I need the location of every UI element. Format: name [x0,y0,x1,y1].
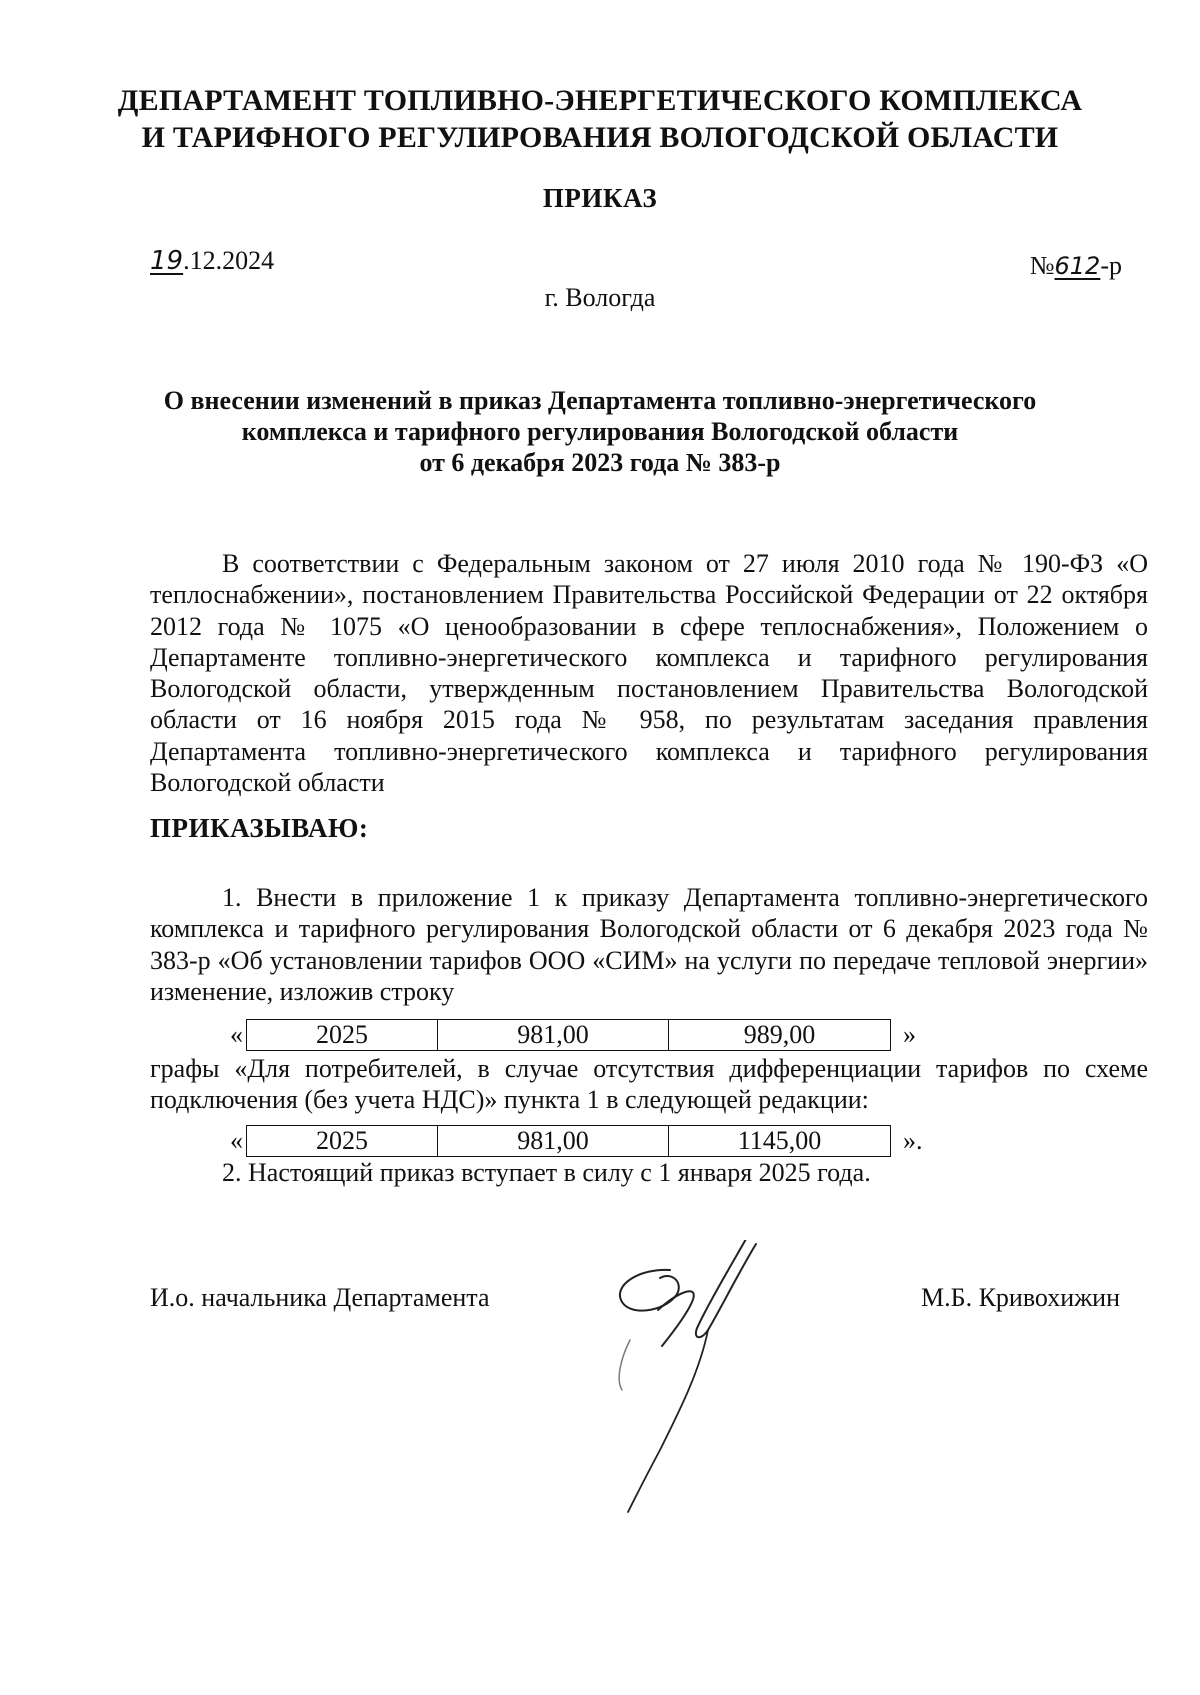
new-row-open-quote: « [230,1125,243,1155]
signatory-position: И.о. начальника Департамента [150,1283,490,1312]
handwritten-signature [600,1240,790,1540]
item-1-middle-paragraph: графы «Для потребителей, в случае отсутствия дифференциации тарифов по схеме подключения (без учета НДС)» пункта 1 в следующей редакции: [150,1054,1148,1115]
document-type: ПРИКАЗ [542,183,658,213]
document-date [150,246,274,276]
new-row-value1: 981,00 [438,1125,669,1156]
signatory-name: М.Б. Кривохижин [921,1283,1120,1312]
department-name-line2: И ТАРИФНОГО РЕГУЛИРОВАНИЯ ВОЛОГОДСКОЙ ОБЛАСТИ [141,121,1059,154]
number-value-handwritten: 612 [1054,252,1101,280]
date-rest: .12.2024 [183,246,275,275]
department-name [0,82,1200,156]
document-number [1030,251,1122,281]
subject-line3: от 6 декабря 2023 года № 383-р [419,448,781,477]
item-2-paragraph: 2. Настоящий приказ вступает в силу с 1 января 2025 года. [222,1158,871,1187]
old-row-value2: 989,00 [669,1019,891,1050]
department-name-line1: ДЕПАРТАМЕНТ ТОПЛИВНО-ЭНЕРГЕТИЧЕСКОГО КОМПЛЕКСА [117,84,1083,117]
new-tariff-row [230,1124,923,1157]
number-suffix: -р [1100,251,1122,280]
old-tariff-table [246,1019,891,1051]
item-1-paragraph: 1. Внести в приложение 1 к приказу Департамента топливно-энергетического комплекса и тарифного регулирования Вологодской области от 6 декабря 2023 года № 383-р «Об установлении тарифов ООО «СИМ» на услуги по передаче тепловой энергии» изменение, изложив строку [150,883,1148,1006]
city: г. Вологда [544,283,656,312]
document-subject [0,385,1200,478]
old-row-open-quote: « [230,1019,243,1049]
table-row [247,1019,891,1050]
preamble-paragraph: В соответствии с Федеральным законом от 27 июля 2010 года № 190-ФЗ «О теплоснабжении», постановлением Правительства Российской Федерации от 22 октября 2012 года № 1075 «О ценообразовании в сфере теплоснабжения», Положением о Департаменте топливно-энергетического комплекса и тарифного регулирования Вологодской области, утвержденным постановлением Правительства Вологодской области от 16 ноября 2015 года № 958, по результатам заседания правления Департамента топливно-энергетического комплекса и тарифного регулирования Вологодской области [150,549,1148,798]
old-row-value1: 981,00 [438,1019,669,1050]
subject-line2: комплекса и тарифного регулирования Вологодской области [241,417,959,446]
old-row-year: 2025 [247,1019,438,1050]
new-row-close-quote: ». [903,1125,923,1155]
new-row-year: 2025 [247,1125,438,1156]
table-row [247,1125,891,1156]
subject-line1: О внесении изменений в приказ Департамента топливно-энергетического [163,386,1037,415]
old-tariff-row [230,1018,916,1051]
old-row-close-quote: » [903,1019,916,1049]
order-heading: ПРИКАЗЫВАЮ: [150,813,369,843]
new-row-value2: 1145,00 [669,1125,891,1156]
date-day-handwritten: 19 [150,246,184,276]
number-prefix: № [1029,251,1055,280]
new-tariff-table [246,1125,891,1157]
